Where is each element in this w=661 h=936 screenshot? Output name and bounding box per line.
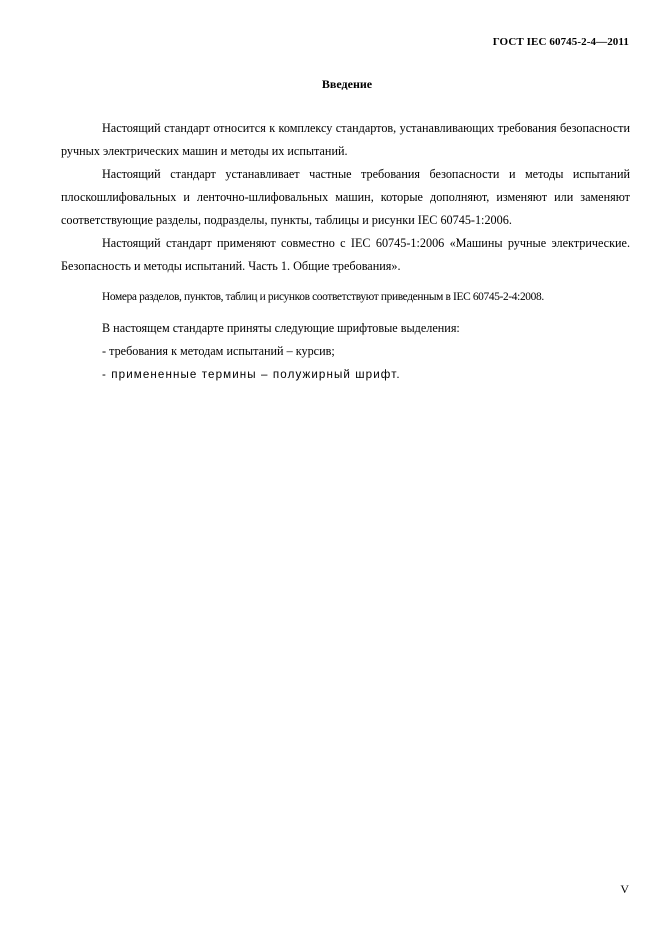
- paragraph-scope: [61, 117, 630, 163]
- paragraph-line: Номера разделов, пунктов, таблиц и рисунков соответствуют приведенным в IEC 60745-2-4:2008.: [102, 291, 544, 303]
- page-number: V: [620, 882, 629, 896]
- paragraph-usage: [61, 232, 630, 278]
- paragraph-line: Настоящий стандарт устанавливает частные требования безопасности и методы испытаний: [102, 167, 630, 181]
- paragraph-font-intro: [61, 317, 630, 340]
- font-highlight-bold: - примененные термины – полужирный шрифт.: [102, 368, 401, 381]
- paragraph-line: электрические. Безопасность и методы испытаний. Часть 1. Общие требования».: [61, 236, 630, 273]
- body-text: [61, 117, 630, 386]
- font-highlight-italic: - требования к методам испытаний – курсив;: [102, 344, 335, 358]
- paragraph-line: В настоящем стандарте приняты следующие шрифтовые выделения:: [102, 321, 460, 335]
- paragraph-line: Настоящий стандарт применяют совместно с IEC 60745-1:2006 «Машины ручные: [102, 236, 552, 250]
- paragraph-line: заменяют соответствующие разделы, подразделы, пункты, таблицы и рисунки IEC 60745-1:2006.: [61, 190, 630, 227]
- paragraph-line: безопасности ручных электрических машин и методы их испытаний.: [61, 121, 630, 158]
- section-title: Введение: [321, 77, 373, 91]
- paragraph-requirements: [61, 163, 630, 232]
- paragraph-numbering: [61, 286, 630, 309]
- document-code: ГОСТ IEC 60745-2-4—2011: [492, 36, 629, 48]
- paragraph-line: Настоящий стандарт относится к комплексу стандартов, устанавливающих требования: [102, 121, 561, 135]
- paragraph-line: плоскошлифовальных и ленточно-шлифовальных машин, которые дополняют, изменяют или: [61, 190, 581, 204]
